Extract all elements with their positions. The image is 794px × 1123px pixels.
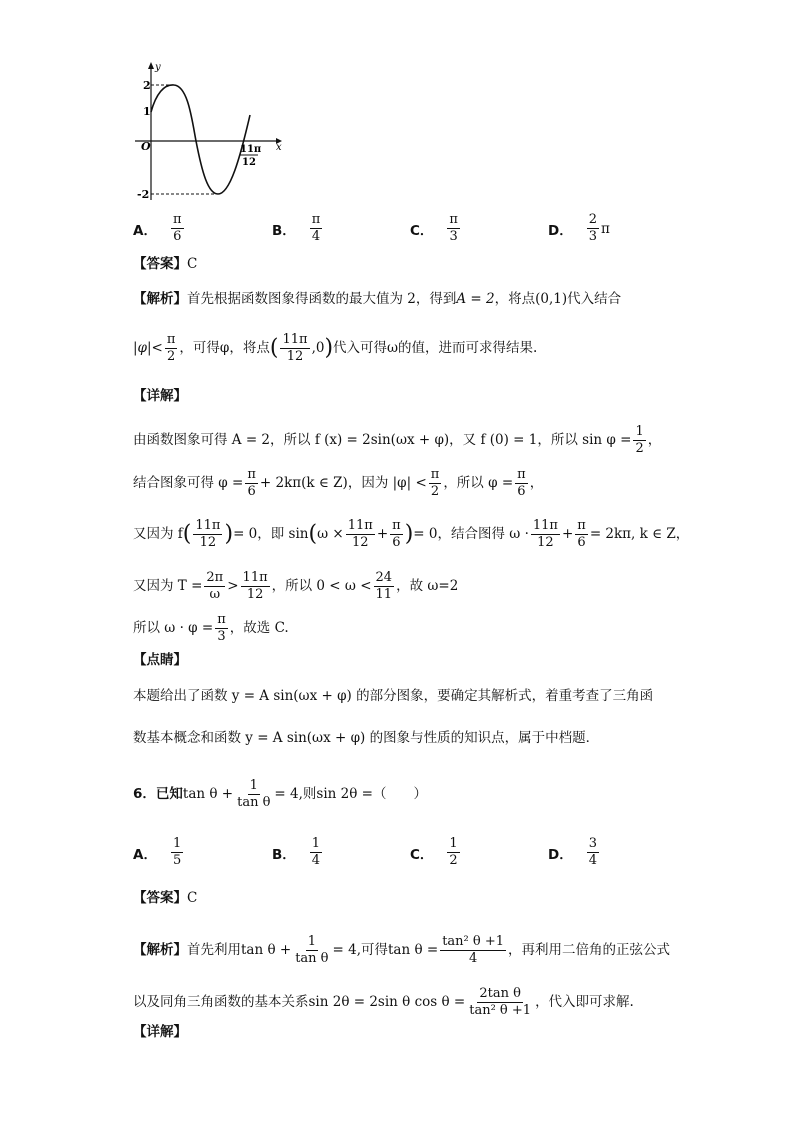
- text: = 2kπ, k ∈ Z，: [589, 526, 690, 542]
- fraction: [293, 934, 330, 967]
- numerator: π: [392, 518, 401, 533]
- numerator: 11π: [347, 518, 373, 533]
- x-axis-label: x: [276, 142, 282, 153]
- denominator: 4: [311, 853, 321, 868]
- denominator: 12: [537, 535, 554, 550]
- numerator: π: [172, 212, 182, 227]
- text: ，: [647, 432, 662, 448]
- numerator: 3: [588, 836, 597, 851]
- q5-option-d[interactable]: [548, 212, 610, 245]
- denominator: 12: [352, 535, 369, 550]
- math: = 4,: [332, 942, 361, 958]
- denominator: 3: [449, 229, 458, 244]
- numerator: 11π: [242, 570, 268, 585]
- math: tan θ +: [182, 786, 234, 802]
- fraction: [204, 570, 225, 603]
- math: +: [561, 526, 574, 542]
- answer-value: C: [187, 890, 198, 906]
- denominator: 6: [173, 229, 182, 244]
- option-fraction: [447, 836, 459, 869]
- numerator: π: [577, 518, 586, 533]
- text: + 2kπ(k ∈ Z)，因为 |φ| <: [259, 475, 427, 491]
- q6-option-d[interactable]: [548, 836, 601, 869]
- text: 本题给出了函数 y = A sin(ωx + φ) 的部分图象，要确定其解析式，着重考查了三角函: [133, 688, 654, 704]
- denominator: 11: [375, 587, 393, 602]
- fraction: [165, 332, 178, 365]
- denominator: 6: [577, 535, 586, 550]
- y-axis-label: y: [155, 62, 161, 73]
- numerator: π: [166, 332, 176, 347]
- math: ω ×: [317, 526, 344, 542]
- denominator: 6: [392, 535, 401, 550]
- sine-curve: [151, 85, 250, 194]
- numerator: 2: [588, 212, 597, 227]
- denominator: 2: [167, 349, 176, 364]
- denominator: tan² θ +1: [469, 1003, 532, 1018]
- text: 由函数图象可得 A = 2，所以 f (x) = 2sin(ωx + φ)，又 f (0) = 1，所以 sin φ =: [133, 432, 632, 448]
- function-graph: [130, 60, 290, 210]
- text: ，将点: [494, 291, 536, 307]
- option-fraction: [171, 836, 183, 869]
- math: |φ|<: [133, 340, 163, 356]
- fraction: [193, 518, 222, 551]
- text: 结合图象可得 φ =: [133, 475, 244, 491]
- text: 所以 ω · φ =: [133, 620, 214, 636]
- y-axis-arrow: [148, 62, 154, 69]
- question-number: 6．已知: [133, 786, 183, 802]
- fraction: [374, 570, 395, 603]
- option-fraction: [310, 836, 322, 869]
- fraction: [515, 467, 528, 500]
- option-label: B．: [272, 222, 296, 239]
- q5-detail-line-3: [133, 518, 689, 551]
- numerator: 1: [449, 836, 458, 851]
- detail-tag: 【详解】: [133, 1024, 187, 1040]
- option-label: C．: [410, 846, 434, 863]
- denominator: 3: [217, 629, 226, 644]
- fraction: [575, 518, 588, 551]
- q5-detail-tag: [133, 386, 187, 406]
- q6-option-a[interactable]: [133, 836, 185, 869]
- fraction: [633, 424, 645, 457]
- fraction: [280, 332, 309, 365]
- fraction: [390, 518, 403, 551]
- text: = 0，即 sin: [233, 526, 309, 542]
- denominator: 5: [172, 853, 182, 868]
- option-fraction: [447, 212, 460, 245]
- denominator: 4: [311, 229, 321, 244]
- math: A = 2: [456, 291, 495, 307]
- text: 又因为 f: [133, 526, 183, 542]
- option-suffix: π: [601, 220, 610, 237]
- tick-neg2: -2: [137, 188, 150, 201]
- numerator: 11π: [195, 518, 221, 533]
- fraction: [429, 467, 442, 500]
- text: >: [227, 578, 239, 594]
- text: ，故选 C.: [229, 620, 289, 636]
- text: 代入可得ω的值，进而可求得结果.: [333, 340, 538, 356]
- fraction: [440, 934, 506, 967]
- fraction: [245, 467, 258, 500]
- paren: ): [224, 521, 234, 547]
- math: tan θ +: [241, 942, 292, 958]
- denominator: tan θ: [237, 795, 271, 810]
- numerator: 11π: [532, 518, 558, 533]
- fraction: [241, 570, 270, 603]
- text: 代入结合: [567, 291, 622, 307]
- text: 可得: [361, 942, 388, 958]
- option-label: D．: [548, 222, 573, 239]
- q5-option-b[interactable]: [272, 212, 324, 245]
- fraction: [346, 518, 375, 551]
- text: ，所以 0 < ω <: [271, 578, 372, 594]
- fraction: [215, 612, 228, 645]
- q5-detail-line-4: [133, 570, 458, 603]
- fraction: [467, 986, 533, 1019]
- text: ，所以 φ =: [443, 475, 514, 491]
- denominator: 4: [468, 951, 478, 966]
- detail-tag: 【详解】: [133, 388, 187, 404]
- paren: (: [182, 521, 192, 547]
- fraction: [235, 778, 272, 811]
- numerator: 24: [375, 570, 393, 585]
- text: = 0，结合图得 ω ·: [413, 526, 529, 542]
- numerator: 2π: [206, 570, 224, 585]
- text: ，故 ω=2: [396, 578, 459, 594]
- denominator: 2: [430, 484, 440, 499]
- q5-point-tag: [133, 650, 187, 670]
- option-label: C．: [410, 222, 434, 239]
- q6-option-c[interactable]: [410, 836, 462, 869]
- text: 首先根据函数图象得函数的最大值为 2，得到: [187, 291, 457, 307]
- paren: ): [324, 335, 334, 361]
- math: tan θ =: [388, 942, 439, 958]
- math: +: [376, 526, 389, 542]
- origin-label: O: [141, 140, 151, 153]
- q6-analysis-line-1: [133, 934, 670, 967]
- text: ，: [529, 475, 544, 491]
- q5-option-a[interactable]: [133, 212, 186, 245]
- option-label: A．: [133, 846, 157, 863]
- point-tag: 【点睛】: [133, 652, 187, 668]
- option-label: A．: [133, 222, 157, 239]
- numerator: 11π: [282, 332, 308, 347]
- analysis-tag: 【解析】: [133, 291, 187, 307]
- denominator: 6: [247, 484, 256, 499]
- numerator: π: [517, 467, 526, 482]
- option-fraction: [587, 212, 599, 245]
- q5-analysis-line-1: [133, 289, 621, 309]
- math: (0,1): [535, 291, 568, 307]
- denominator: 4: [588, 853, 597, 868]
- denominator: 12: [286, 349, 304, 364]
- denominator: ω: [209, 587, 221, 602]
- numerator: 1: [307, 934, 316, 949]
- text: 以及同角三角函数的基本关系: [133, 994, 309, 1010]
- q6-answer: [133, 888, 197, 908]
- paren: (: [269, 335, 279, 361]
- paren: (: [308, 521, 318, 547]
- q5-detail-line-2: [133, 467, 543, 500]
- text: ，再利用二倍角的正弦公式: [508, 942, 671, 958]
- answer-tag: 【答案】: [133, 890, 187, 906]
- option-fraction: [310, 212, 323, 245]
- denominator: 2: [635, 441, 644, 456]
- numerator: 1: [311, 836, 321, 851]
- numerator: tan² θ +1: [442, 934, 505, 949]
- math: sin 2θ = 2sin θ cos θ =: [308, 994, 466, 1010]
- math: sin 2θ =（ ）: [316, 786, 427, 802]
- q5-detail-line-5: [133, 612, 289, 645]
- tick-2: 2: [143, 79, 151, 92]
- option-fraction: [171, 212, 184, 245]
- answer-tag: 【答案】: [133, 256, 187, 272]
- text: 首先利用: [187, 942, 241, 958]
- paren: ): [404, 521, 414, 547]
- fraction: [531, 518, 560, 551]
- denominator: 2: [449, 853, 458, 868]
- x-tick-den: 12: [242, 157, 256, 168]
- q6-analysis-line-2: [133, 986, 634, 1019]
- denominator: 6: [517, 484, 526, 499]
- tick-1: 1: [143, 105, 151, 118]
- numerator: π: [217, 612, 226, 627]
- denominator: 12: [199, 535, 217, 550]
- option-fraction: [587, 836, 599, 869]
- denominator: 12: [246, 587, 264, 602]
- denominator: 3: [588, 229, 597, 244]
- numerator: 1: [635, 424, 644, 439]
- q5-detail-line-1: [133, 424, 661, 457]
- numerator: π: [311, 212, 321, 227]
- numerator: 1: [249, 778, 258, 793]
- q6-detail-tag: [133, 1022, 187, 1042]
- analysis-tag: 【解析】: [133, 942, 187, 958]
- denominator: tan θ: [295, 951, 329, 966]
- numerator: π: [430, 467, 440, 482]
- option-label: B．: [272, 846, 296, 863]
- text: 数基本概念和函数 y = A sin(ωx + φ) 的图象与性质的知识点，属于中档题．: [133, 730, 600, 746]
- q6-option-b[interactable]: [272, 836, 324, 869]
- text: 又因为 T =: [133, 578, 203, 594]
- q5-analysis-line-2: [133, 332, 537, 365]
- numerator: π: [449, 212, 458, 227]
- numerator: 2tan θ: [479, 986, 521, 1001]
- numerator: 1: [172, 836, 182, 851]
- q5-point-line-2: [133, 728, 599, 748]
- text: ，可得φ，将点: [179, 340, 270, 356]
- numerator: π: [247, 467, 256, 482]
- option-label: D．: [548, 846, 573, 863]
- x-tick-num: 11π: [240, 144, 262, 155]
- q5-point-line-1: [133, 686, 653, 706]
- q5-answer: [133, 254, 197, 274]
- answer-value: C: [187, 256, 198, 272]
- q5-option-c[interactable]: [410, 212, 462, 245]
- text: ，代入即可求解.: [535, 994, 634, 1010]
- q6-stem: [133, 778, 427, 811]
- math: = 4,则: [274, 786, 317, 802]
- math: ,0: [311, 340, 325, 356]
